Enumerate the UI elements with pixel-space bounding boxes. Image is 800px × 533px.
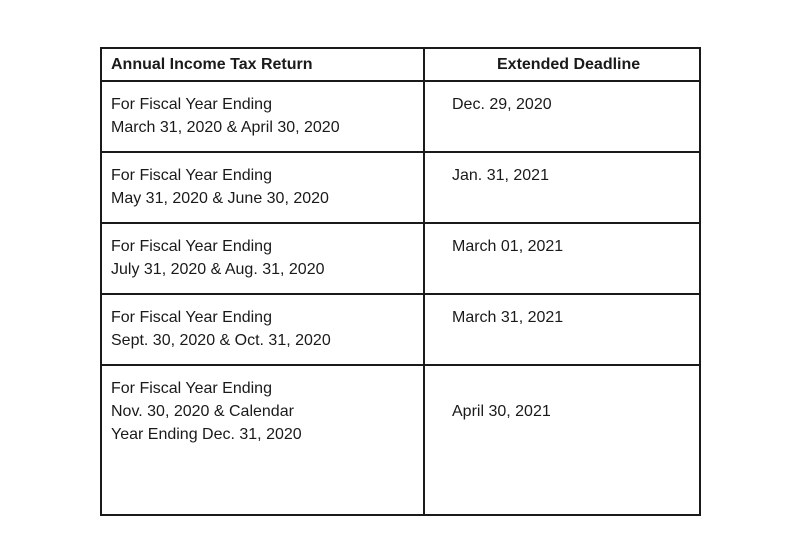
return-period-cell <box>101 223 424 294</box>
return-period-cell <box>101 365 424 515</box>
return-period-line: Year Ending Dec. 31, 2020 <box>111 426 302 443</box>
return-period-line: May 31, 2020 & June 30, 2020 <box>111 190 329 207</box>
table-row <box>101 365 700 515</box>
extended-deadline-cell: Dec. 29, 2020 <box>424 81 700 152</box>
extended-deadline-cell: March 01, 2021 <box>424 223 700 294</box>
return-period-line: July 31, 2020 & Aug. 31, 2020 <box>111 261 325 278</box>
return-period-line: Sept. 30, 2020 & Oct. 31, 2020 <box>111 332 331 349</box>
return-period-line: For Fiscal Year Ending <box>111 380 272 397</box>
table-row <box>101 81 700 152</box>
header-row <box>101 48 700 81</box>
return-period-line: For Fiscal Year Ending <box>111 238 272 255</box>
return-period-cell <box>101 81 424 152</box>
deadline-table <box>100 47 701 516</box>
header-extended-deadline: Extended Deadline <box>424 48 700 81</box>
return-period-line: For Fiscal Year Ending <box>111 309 272 326</box>
table-row <box>101 294 700 365</box>
return-period-line: For Fiscal Year Ending <box>111 96 272 113</box>
return-period-line: Nov. 30, 2020 & Calendar <box>111 403 294 420</box>
extended-deadline-cell: March 31, 2021 <box>424 294 700 365</box>
extended-deadline-cell: April 30, 2021 <box>424 365 700 515</box>
return-period-cell <box>101 152 424 223</box>
return-period-line: March 31, 2020 & April 30, 2020 <box>111 119 340 136</box>
header-annual-income-tax-return: Annual Income Tax Return <box>101 48 424 81</box>
return-period-cell <box>101 294 424 365</box>
table-row <box>101 152 700 223</box>
table-row <box>101 223 700 294</box>
extended-deadline-cell: Jan. 31, 2021 <box>424 152 700 223</box>
return-period-line: For Fiscal Year Ending <box>111 167 272 184</box>
